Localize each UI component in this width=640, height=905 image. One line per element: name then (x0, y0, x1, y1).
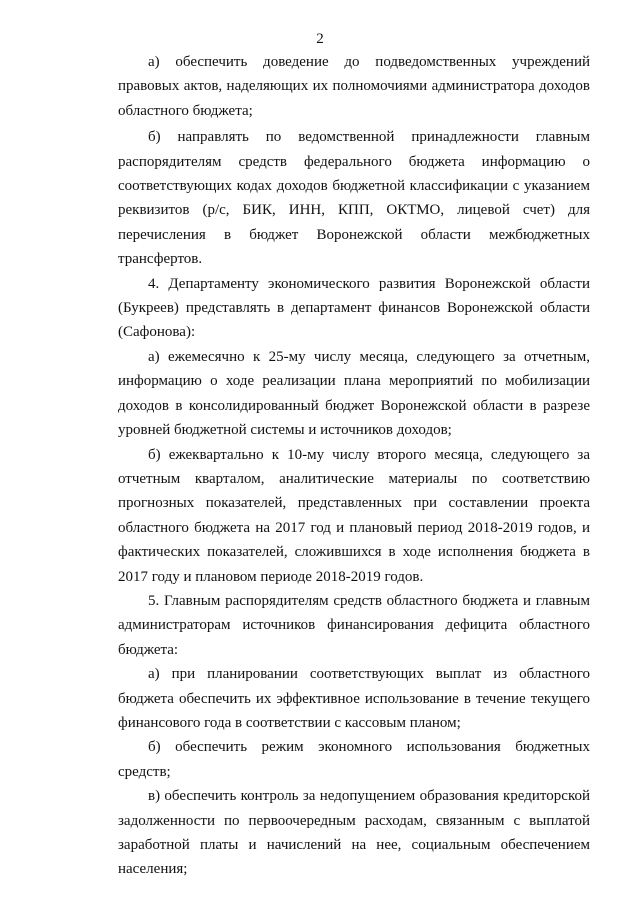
paragraph-1a: а) обеспечить доведение до подведомственных учреждений правовых актов, наделяющих их полномочиями администратора доходов областного бюджета; (118, 54, 590, 119)
paragraph-4: 4. Департаменту экономического развития Воронежской области (Букреев) представлять в департамент финансов Воронежской области (Сафонова): (118, 275, 590, 341)
page-number: 2 (316, 31, 324, 47)
paragraph-5a: а) при планировании соответствующих выплат из областного бюджета обеспечить их эффективное использование в течение текущего финансового года в соответствии с кассовым планом; (118, 666, 590, 731)
paragraph-4b: б) ежеквартально к 10-му числу второго месяца, следующего за отчетным кварталом, аналитические материалы по соответствию прогнозных показателей, представленных при составлении проекта областного бюджета на 2017 год и плановый период 2018-2019 годов, и фактических показателей, сложившихся в ходе исполнения бюджета в 2017 году и плановом периоде 2018-2019 годов. (118, 446, 590, 585)
paragraph-5: 5. Главным распорядителям средств областного бюджета и главным администраторам источников финансирования дефицита областного бюджета: (118, 592, 590, 658)
paragraph-5b: б) обеспечить режим экономного использования бюджетных средств; (118, 739, 590, 780)
document-body (118, 50, 590, 882)
paragraph-4a: а) ежемесячно к 25-му числу месяца, следующего за отчетным, информацию о ходе реализации плана мероприятий по мобилизации доходов в консолидированный бюджет Воронежской области в разрезе уровней бюджетной системы и источников доходов; (118, 348, 590, 439)
paragraph-5c: в) обеспечить контроль за недопущением образования кредиторской задолженности по первоочередным расходам, связанным с выплатой заработной платы и начислений на нее, социальным обеспечением населения; (118, 788, 590, 878)
paragraph-1b: б) направлять по ведомственной принадлежности главным распорядителям средств федерального бюджета информацию о соответствующих кодах доходов бюджетной классификации с указанием реквизитов (р/с, БИК, ИНН, КПП, ОКТМО, лицевой счет) для перечисления в бюджет Воронежской области межбюджетных трансфертов. (118, 129, 590, 268)
